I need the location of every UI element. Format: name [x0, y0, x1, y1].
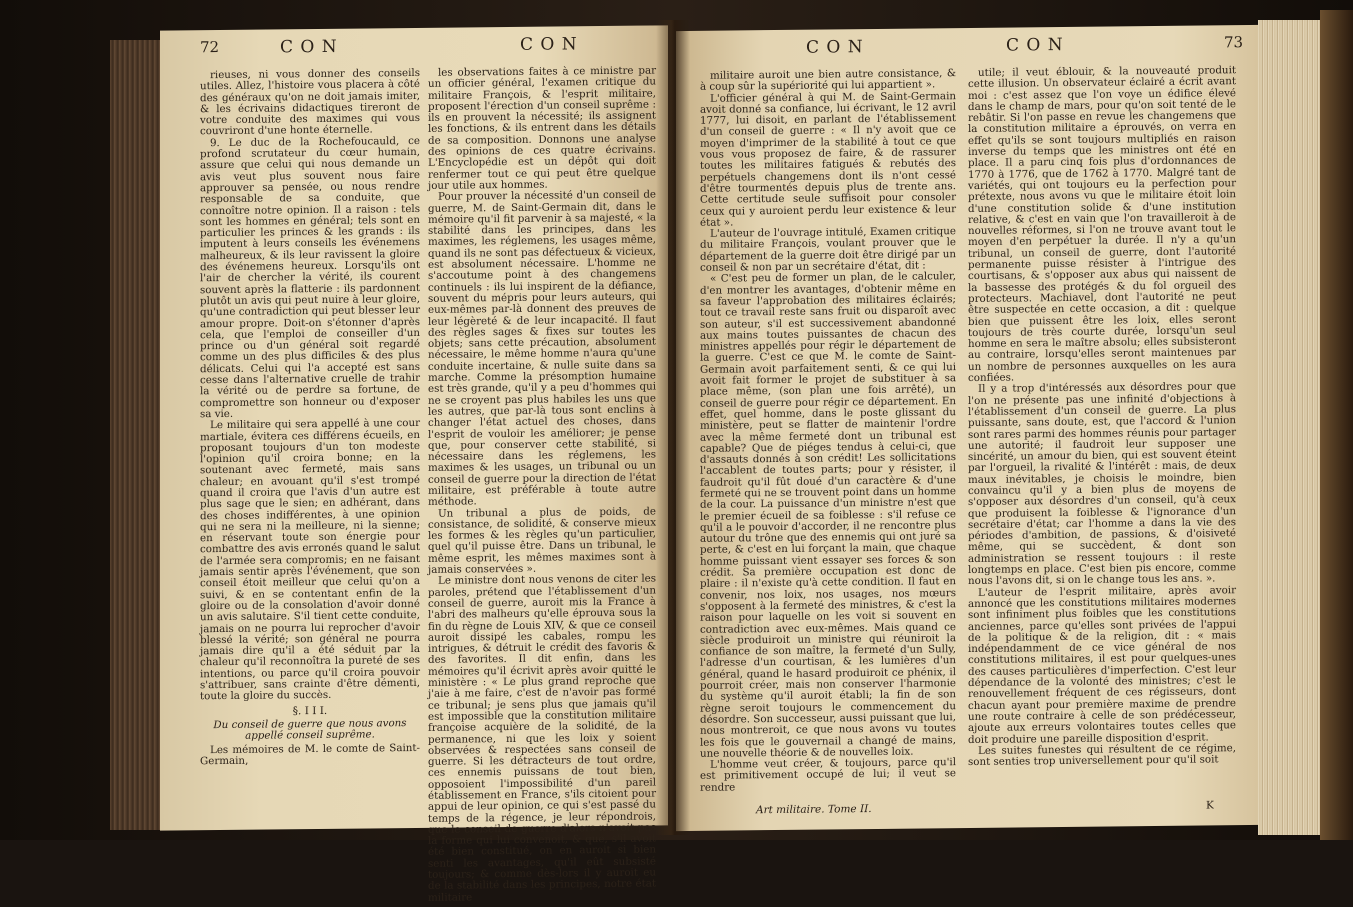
paragraph: L'homme veut créer, & toujours, parce qu'il est primitivement occupé de lui; il veut se rendre: [700, 756, 956, 794]
book-gutter: [656, 20, 690, 835]
paragraph: « C'est peu de former un plan, de le calculer, d'en montrer les avantages, d'obtenir même en sa faveur l'approbation des militaires éclairés; tout ce travail reste sans fruit ou disparoît avec son auteur, s'il est successivement abandonné aux mains toutes puissantes de chacun des ministres appellés pour régir le département de la guerre. C'est ce que M. le comte de Saint-Germain avoit parfaitement senti, & ce qui lui avoit fait former le projet de substituer à sa place même, (son plan une fois arrêté), un conseil de guerre pour régir ce département. En effet, quel homme, dans le poste glissant du ministère, peut se flatter de maintenir l'ordre avec la même fermeté dont un tribunal est capable? Que de piéges tendus à celui-ci, que d'assauts donnés à son crédit! Les sollicitations l'accablent de toutes parts; pour y résister, il faudroit qu'il fût doué d'un caractère & d'une fermeté qui ne se trouvent point dans un homme de la cour. La puissance d'un ministre n'est que le premier écueil de sa foiblesse : s'il refuse ce qu'il a le pouvoir d'accorder, il ne rencontre plus autour du trône que des ennemis qui ont juré sa perte, & c'est en lui forçant la main, que chaque homme puissant vient essayer ses forces & son crédit. Sa première occupation est donc de plaire : il n'existe qu'à cette condition. Il faut en convenir, nos loix, nos usages, nos mœurs s'opposent à la fermeté des ministres, & c'est la raison pour laquelle on les voit si souvent en contradiction avec eux-mêmes. Mais quand ce siècle produiroit un ministre qui réuniroit la confiance de son maître, la fermeté d'un Sully, l'adresse d'un courtisan, & les lumières d'un général, quand le hasard produiroit ce phénix, il pourroit créer, mais non conserver l'harmonie du système qu'il auroit établi; la fin de son règne seroit toujours le commencement du désordre. Son successeur, aussi puissant que lui, nous montreroit, ce que nous avons vu toutes les fois que le gouvernail a changé de mains, une nouvelle théorie & de nouvelles loix.: [700, 270, 956, 760]
right-column-1: [700, 68, 956, 794]
right-running-head-2: C O N: [1006, 35, 1064, 56]
paragraph: rieuses, ni vous donner des conseils utiles. Allez, l'histoire vous placera à côté des généraux qu'on ne doit jamais imiter, & les écrivains didactiques tireront de votre conduite des maximes qui vous couvriront d'une honte éternelle.: [200, 66, 420, 138]
right-page: [676, 25, 1261, 831]
right-page-number: 73: [1224, 33, 1244, 52]
paragraph: L'officier général à qui M. de Saint-Germain avoit donné sa confiance, lui écrivant, le 12 avril 1777, lui disoit, en parlant de l'établissement d'un conseil de guerre : « Il n'y avoit que ce moyen d'imprimer de la stabilité à tout ce que vous vous proposez de faire, & de rassurer toutes les militaires fatigués & rebutés des perpétuels changemens dont ils n'ont cessé d'être tourmentés depuis plus de trente ans. Cette certitude seule suffisoit pour consoler ceux qui y auroient perdu leur existence & leur état ».: [700, 89, 956, 229]
left-page-number: 72: [200, 38, 220, 57]
left-column-1: [200, 68, 420, 767]
paragraph: Un tribunal a plus de poids, de consistance, de solidité, & conserve mieux les formes & les règles qu'un particulier, quel qu'il puisse être. Dans un tribunal, le même esprit, les mêmes maximes sont à jamais conservées ».: [428, 505, 656, 576]
paragraph: Pour prouver la nécessité d'un conseil de guerre, M. de Saint-Germain dit, dans le mémoire qu'il fit parvenir à sa majesté, « la stabilité dans les principes, dans les maximes, les réglemens, les usages même, quand ils ne sont pas défectueux & vicieux, est absolument nécessaire. L'homme ne s'accoutume point à des changemens continuels : ils lui inspirent de la défiance, souvent du mépris pour leurs auteurs, qui eux-mêmes par-là donnent des preuves de leur légèreté & de leur incapacité. Il faut des règles sages & fixes sur toutes les objets; sans cette précaution, absolument nécessaire, le même homme n'aura qu'une conduite incertaine, & nulle suite dans sa marche. Comme la présomption humaine est très grande, qu'il y a peu d'hommes qui ne se croyent pas plus habiles les uns que les autres, que par-là tous sont enclins à changer l'état actuel des choses, dans l'esprit de vouloir les améliorer; je pense que, pour conserver cette stabilité, si nécessaire dans les réglemens, les maximes & les usages, un tribunal ou un conseil de guerre pour la direction de l'état militaire, est préférable à toute autre méthode.: [428, 188, 656, 509]
paragraph: militaire auroit une bien autre consistance, & à coup sûr la supériorité qui lui appartient ».: [700, 67, 956, 94]
paragraph: Le militaire qui sera appellé à une cour martiale, évitera ces différens écueils, en proposant toujours d'un ton modeste l'opinion qu'il croira bonne; en la soutenant avec fermeté, mais sans chaleur; en avouant qu'il s'est trompé quand il croira que l'avis d'un autre est plus sage que le sien; en adhérant, dans des choses indifférentes, à une opinion qui ne sera ni la meilleure, ni la sienne; en réservant toute son énergie pour combattre des avis erronés quand le salut de l'armée sera compromis; en ne faisant jamais sentir après l'événement, que son conseil étoit meilleur que celui qu'on a suivi, & en se contentant enfin de la gloire ou de la consolation d'avoir donné un avis salutaire. S'il tient cette conduite, jamais on ne pourra lui reprocher d'avoir blessé la vérité; son général ne pourra jamais dire qu'il a été séduit par la chaleur qu'il reconnoîtra la pureté de ses intentions, ou parce qu'il croira pouvoir s'attribuer, sans crainte d'être démenti, toute la gloire du succès.: [200, 417, 420, 703]
book-cover-edge: [1320, 10, 1353, 840]
right-column-2: [968, 65, 1236, 768]
paragraph: L'auteur de l'esprit militaire, après avoir annoncé que les constitutions militaires modernes sont infiniment plus foibles que les constitutions anciennes, parce qu'elles sont privées de l'appui de la politique & de la religion, dit : « mais indépendamment de ce vice général de nos constitutions militaires, il est pour quelques-unes des causes particulières d'imperfection. C'est leur dépendance de la volonté des ministres; c'est le renouvellement fréquent de ces régisseurs, dont chacun ayant pour première maxime de prendre une route contraire à celle de son prédécesseur, ajoute aux erreurs volontaires toutes celles que doit produire une pareille disposition d'esprit.: [968, 583, 1236, 746]
paragraph: 9. Le duc de la Rochefoucauld, ce profond scrutateur du cœur humain, assure que celui qui nous demande un avis veut plus souvent nous faire approuver sa pensée, ou nous rendre responsable de sa conduite, que connoître notre opinion. Il a raison : tels sont les hommes en général; tels sont en particulier les princes & les grands : ils imputent à leurs conseils les événemens malheureux, & ils leur ravissent la gloire des événemens heureux. Lorsqu'ils ont l'air de chercher la vérité, ils courent souvent après la flatterie : ils pardonnent plutôt un avis qui peut nuire à leur gloire, qu'une contradiction qui peut blesser leur amour propre. Doit-on s'étonner d'après cela, que l'emploi de conseiller d'un prince ou d'un général soit regardé comme un des plus difficiles & des plus délicats. Celui qui l'a accepté est sans cesse dans l'alternative cruelle de trahir la vérité ou de perdre sa fortune, de compromettre son honneur ou d'exposer sa vie.: [200, 134, 420, 421]
paragraph: L'auteur de l'ouvrage intitulé, Examen critique du militaire François, voulant prouver que le département de la guerre doit être dirigé par un conseil & non par un secrétaire d'état, dit :: [700, 225, 956, 274]
paragraph: Les mémoires de M. le comte de Saint-Germain,: [200, 741, 420, 768]
left-page-edges: [110, 40, 162, 830]
paragraph: utile; il veut éblouir, & la nouveauté produit cette illusion. Un observateur éclairé a écrit avant moi : c'est assez que l'on voye un édifice élevé dans le champ de mars, pour qu'on soit tenté de le rebâtir. Si l'on passe en revue les changemens que la constitution militaire a éprouvés, on verra en effet qu'ils se sont toujours multipliés en raison inverse du temps que les ministres ont été en place. Il a paru cinq fois plus d'ordonnances de 1770 à 1776, que de 1762 à 1770. Malgré tant de variétés, qui ont toujours eu la perfection pour prétexte, nous avons vu que le militaire étoit loin d'une constitution solide & d'une institution relative, & c'est en vain que l'on travailleroit à de nouvelles réformes, si l'on ne trouve avant tout le moyen d'en perpétuer la durée. Il n'y a qu'un tribunal, un conseil de guerre, dont l'autorité permanente puisse résister à l'intrigue des courtisans, & s'opposer aux abus qui naissent de la bassesse des protégés & du fol orgueil des protecteurs. Machiavel, dont l'autorité ne peut être suspectée en cette occasion, a dit : quelque bien que puissent être les loix, elles seront toujours de très courte durée, lorsqu'un seul homme en sera le maître absolu; elles subsisteront au contraire, lorsqu'elles seront maintenues par un nombre de personnes auxquelles on les aura confiées.: [968, 64, 1236, 385]
left-page: [160, 25, 668, 904]
paragraph: Les suites funestes qui résultent de ce régime, sont senties trop universellement pour qu'il soit: [968, 742, 1236, 769]
page-footer: Art militaire. Tome II.: [756, 803, 872, 817]
left-running-head-1: C O N: [280, 36, 338, 58]
signature-mark: K: [1206, 799, 1214, 812]
section-heading: §. I I I.: [292, 704, 328, 717]
paragraph: Le ministre dont nous venons de citer les paroles, prétend que l'établissement d'un conseil de guerre, auroit mis la France à l'abri des malheurs qu'elle éprouva sous la fin du règne de Louis XIV, & que ce conseil auroit dissipé les cabales, rompu les intrigues, & détruit le crédit des favoris & des favorites. Il dit enfin, dans les mémoires qu'il écrivit après avoir quitté le ministère : « Le plus grand reproche que j'aie à me faire, c'est de n'avoir pas formé ce tribunal; je sens plus que jamais qu'il est impossible que la constitution militaire françoise acquière de la solidité, de la permanence, ni que les loix y soient observées & respectées sans conseil de guerre. Si les détracteurs de tout ordre, ces ennemis puissans de tout bien, opposoient l'impossibilité d'un pareil établissement en France, s'ils citoient pour appui de leur opinion, ce qui s'est passé du temps de la régence, je leur répondrois, que le conseil de guerre d'alors n'avoit pas la forme qui lui convenoit, & que, s'il avoit été bien constitué, on en auroit si bien senti les avantages, qu'il eût subsisté toujours; & comme dès-lors il y auroit eu de la stabilité dans les principes, notre état militaire: [428, 572, 656, 904]
section-caption: Du conseil de guerre que nous avons appellé conseil suprême.: [213, 716, 407, 742]
paragraph: Il y a trop d'intéressés aux désordres pour que l'on ne présente pas une infinité d'objections à l'établissement d'un conseil de guerre. La plus puissante, sans doute, est, que l'accord & l'union sont rares parmi des hommes réunis pour partager une autorité; il faudroit leur supposer une sincérité, un amour du bien, qui est souvent éteint par l'orgueil, la rivalité & l'intérêt : mais, de deux maux inévitables, je choisis le moindre, bien convaincu qu'il y a bien plus de moyens de s'opposer aux désordres d'un conseil, qu'à ceux que produisent la foiblesse & l'ignorance d'un secrétaire d'état; car l'homme a dans la vie des périodes d'ambition, de passions, & d'oisiveté même, qui se succèdent, & dont son administration se ressent toujours : il reste longtemps en place. C'est bien pis encore, comme nous l'avons dit, si on le change tous les ans. ».: [968, 380, 1236, 588]
right-running-head-1: C O N: [806, 37, 864, 58]
paragraph: les observations faites à ce ministre par un officier général, l'examen critique du militaire François, & l'esprit militaire, proposent l'érection d'un conseil suprême : ils en prouvent la nécessité; ils assignent les fonctions, & ils entrent dans les détails de sa composition. Donnons une analyse des opinions de ces quatre écrivains. L'Encyclopédie est un dépôt qui doit renfermer tout ce qui peut être quelque jour utile aux hommes.: [428, 64, 656, 192]
left-column-2: [428, 65, 656, 903]
left-running-head-2: C O N: [520, 34, 578, 55]
